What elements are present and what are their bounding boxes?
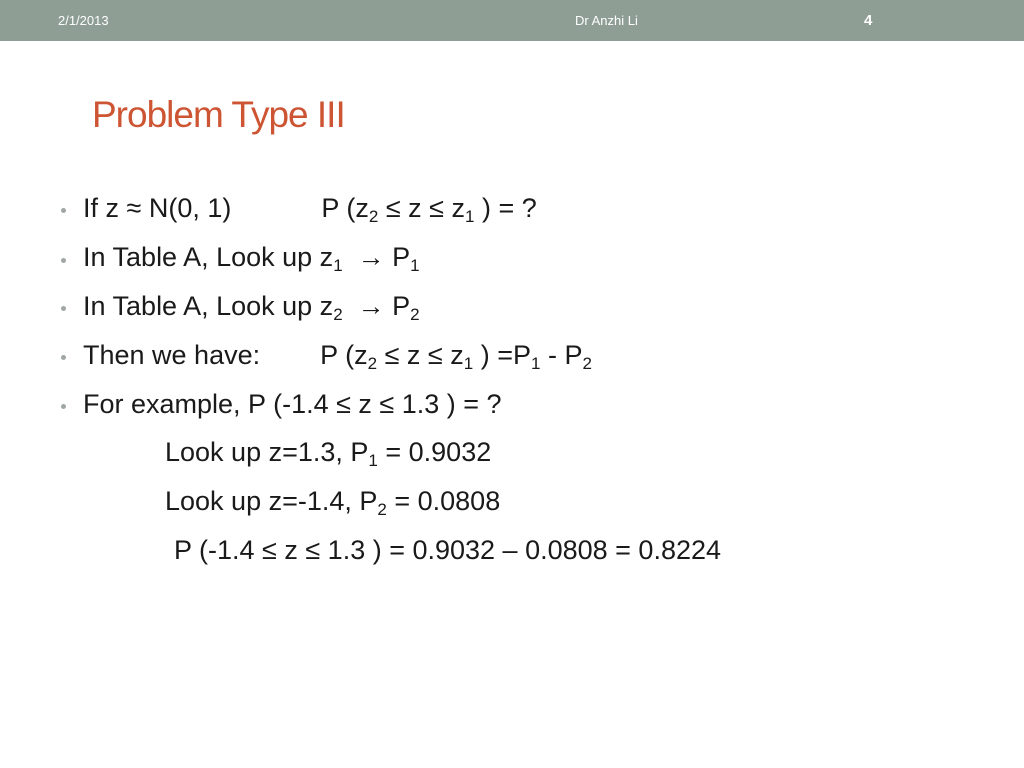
bullet-dot <box>61 404 66 409</box>
bullet-dot <box>61 306 66 311</box>
bullet-dot <box>61 355 66 360</box>
example-result-line: P (-1.4 ≤ z ≤ 1.3 ) = 0.9032 – 0.0808 = 0.8224 <box>174 535 722 565</box>
subscript: 2 <box>582 354 592 373</box>
header-bar <box>0 0 1024 41</box>
subscript: 1 <box>465 207 475 226</box>
bullet-line: In Table A, Look up $z_2 \to P_2$ <box>83 291 420 324</box>
slide-date: 2/1/2013 <box>58 13 109 28</box>
page-number: 4 <box>864 12 873 29</box>
bullet-line: If z ≈ N(0, 1) P ($z_2 \le z \le z_1$ ) = ? <box>83 193 537 226</box>
subscript: 1 <box>463 354 474 373</box>
subscript: 1 <box>368 451 378 470</box>
bullet-dot <box>61 258 66 263</box>
subscript: 1 <box>333 256 343 275</box>
bullet-dot <box>61 208 66 213</box>
bullet-line: In Table A, Look up $z_1 \to P_1$ <box>83 242 420 275</box>
subscript: 2 <box>333 305 343 324</box>
example-line: Look up z=1.3, $P_1 = 0.9032$ <box>165 437 492 470</box>
subscript: 2 <box>377 500 387 519</box>
subscript: 1 <box>410 256 420 275</box>
bullet-line: For example, P (-1.4 ≤ z ≤ 1.3 ) = ? <box>83 389 502 419</box>
slide-author: Dr Anzhi Li <box>575 13 638 28</box>
slide-title: Problem Type III <box>92 94 345 135</box>
subscript: 2 <box>410 305 420 324</box>
bullet-line: Then we have: P ($z_2 \le z \le z_1$ ) $=P_1 - P_2$ <box>83 340 592 373</box>
subscript: 1 <box>531 354 541 373</box>
subscript: 2 <box>367 354 378 373</box>
example-line: Look up z=-1.4, $P_2 = 0.0808$ <box>165 486 501 519</box>
subscript: 2 <box>368 207 379 226</box>
